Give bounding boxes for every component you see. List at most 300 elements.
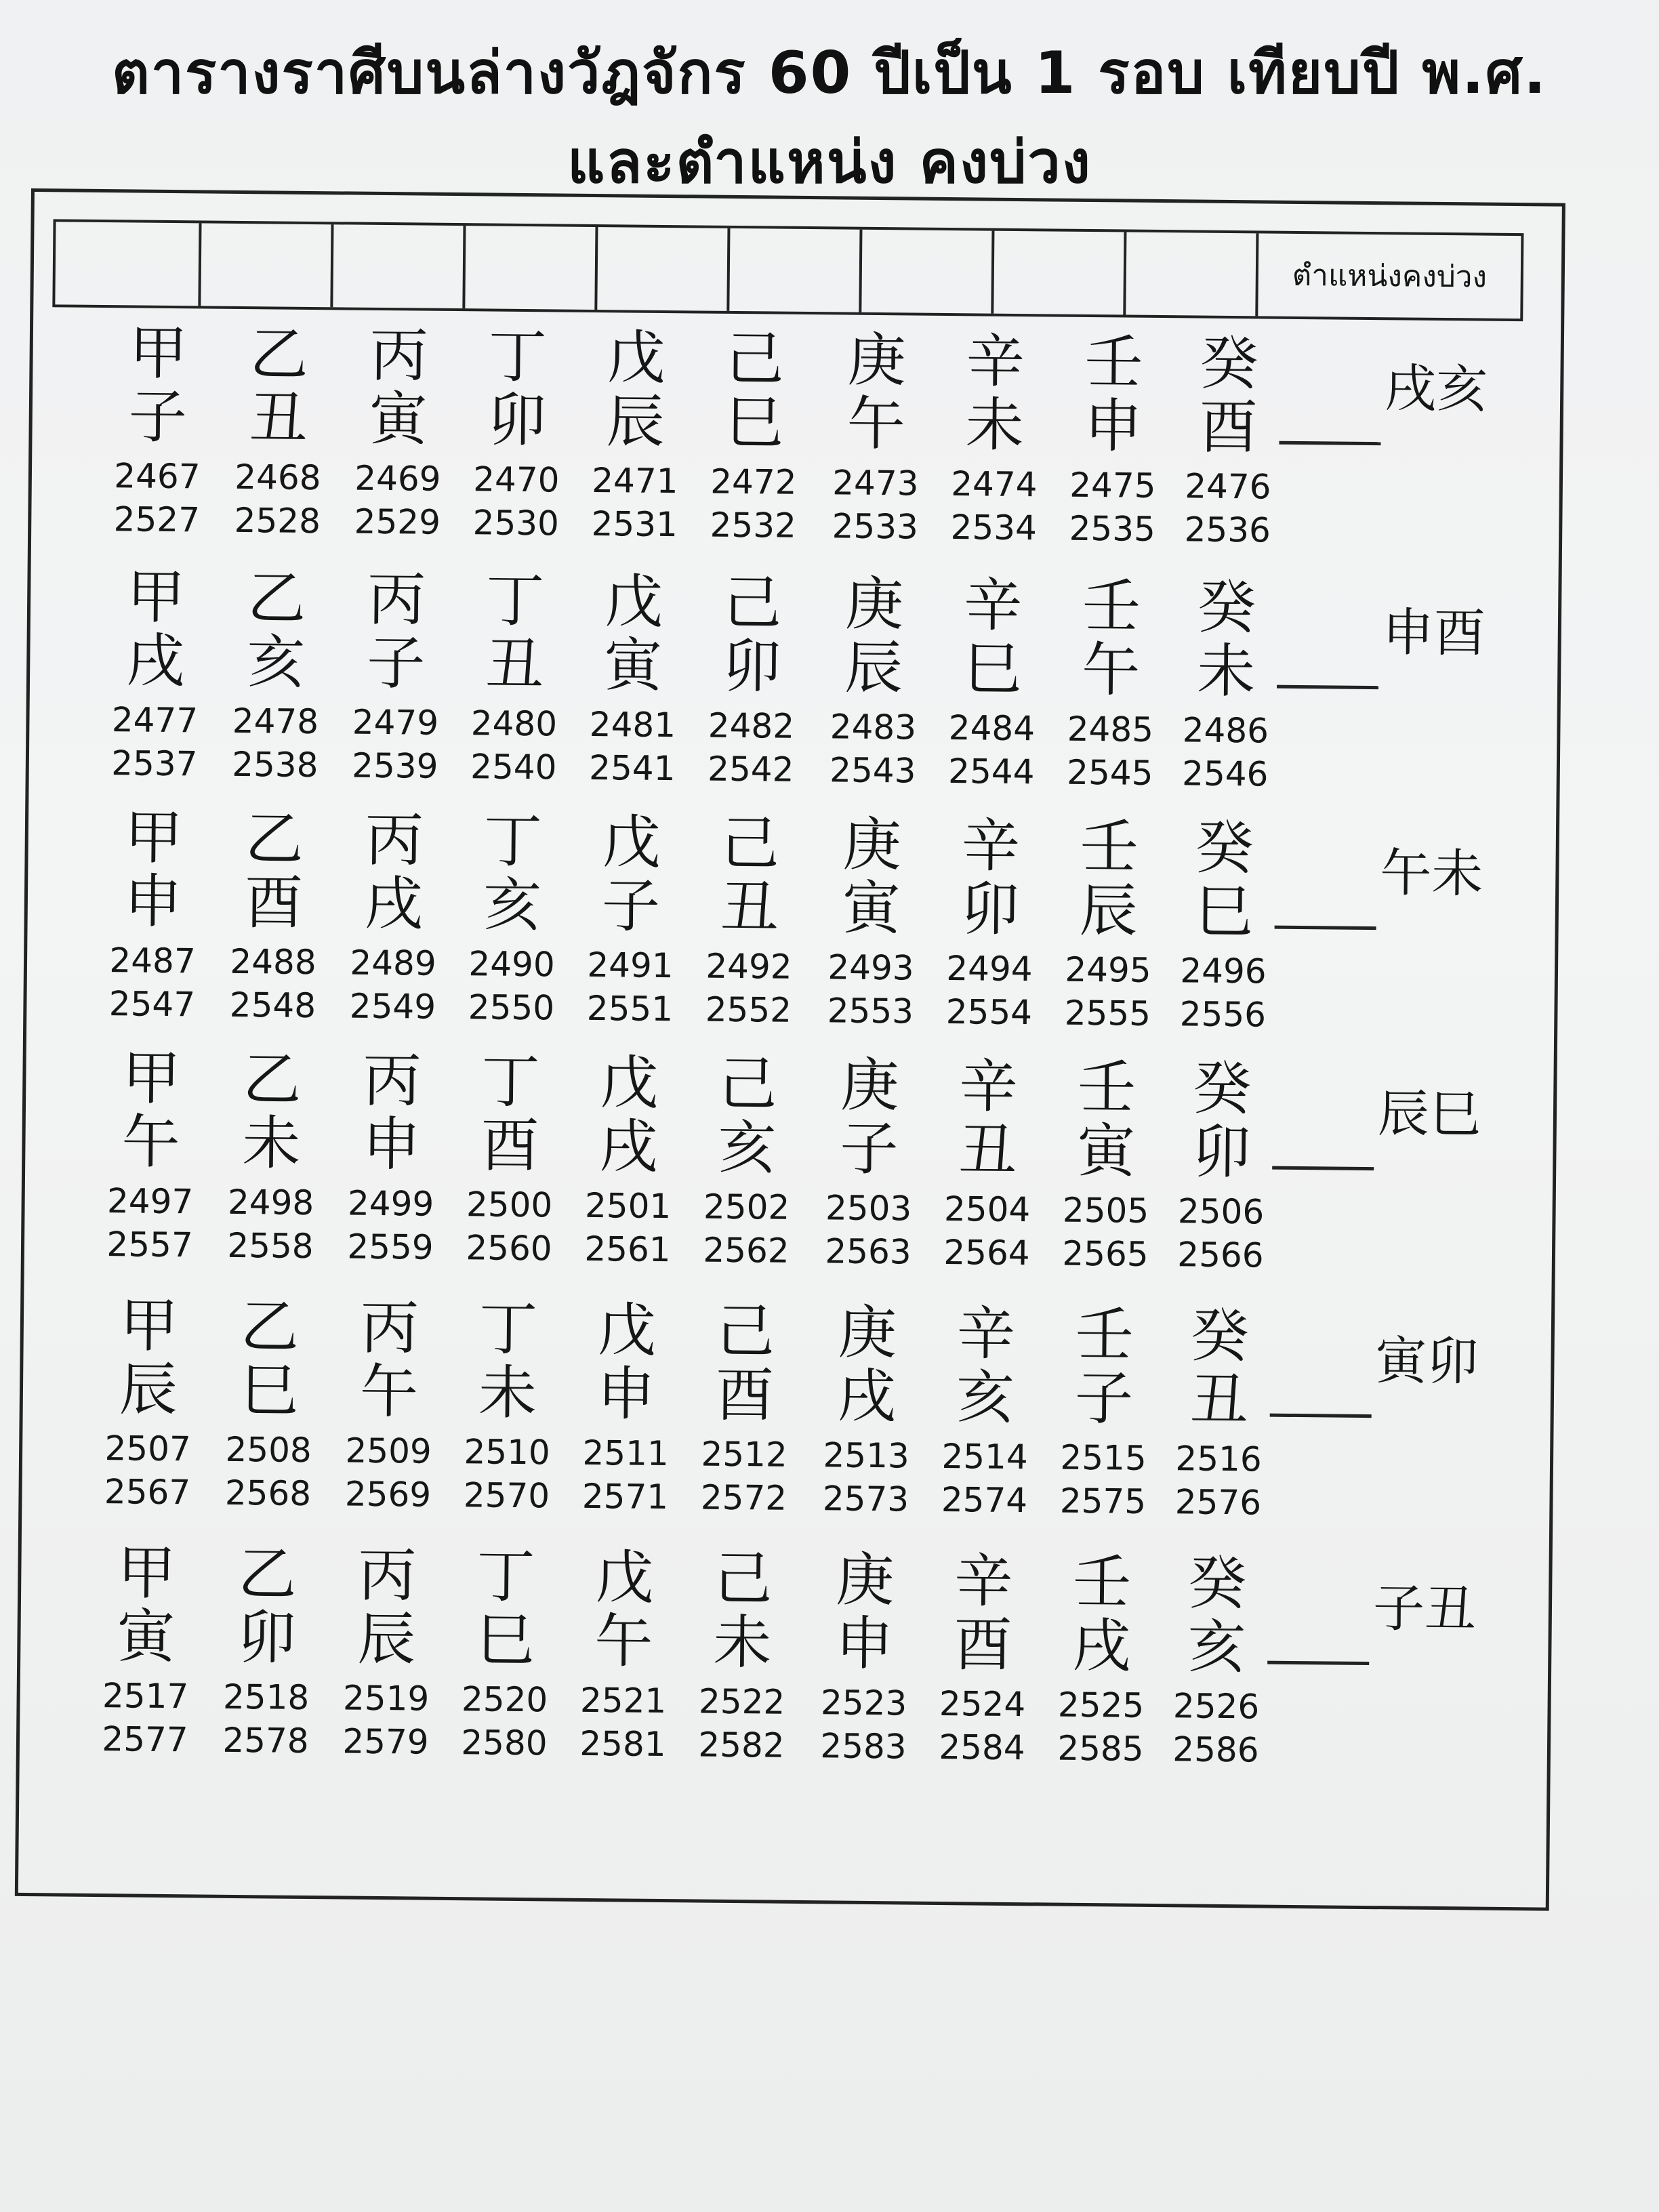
year-cell (453, 809, 571, 1030)
buddhist-year-2: 2560 (466, 1228, 552, 1269)
heavenly-stem: 乙 (247, 565, 306, 633)
year-cell (1054, 328, 1172, 552)
earthly-branch: 戌 (125, 627, 185, 696)
buddhist-year-1: 2470 (473, 459, 560, 500)
buddhist-year-1: 2515 (1060, 1437, 1147, 1478)
heavenly-stem: 甲 (117, 1539, 176, 1608)
year-cell (210, 1295, 327, 1516)
earthly-branch: 丑 (958, 1116, 1017, 1185)
earthly-branch: 午 (1081, 636, 1141, 705)
buddhist-year-1: 2486 (1182, 710, 1269, 751)
buddhist-year-2: 2548 (229, 985, 316, 1026)
earthly-branch: 午 (359, 1357, 419, 1427)
earthly-branch: 亥 (1187, 1613, 1246, 1682)
buddhist-year-2: 2563 (825, 1231, 912, 1272)
buddhist-year-1: 2512 (701, 1434, 788, 1475)
header-cell (201, 223, 333, 307)
buddhist-year-1: 2467 (114, 456, 201, 497)
connector-line (1275, 926, 1376, 930)
buddhist-year-2: 2543 (829, 750, 916, 791)
buddhist-year-2: 2582 (698, 1725, 785, 1765)
year-cell (89, 1294, 207, 1515)
year-cell (340, 323, 457, 544)
earthly-branch: 卯 (722, 632, 781, 701)
heavenly-stem: 己 (716, 1297, 775, 1366)
buddhist-year-1: 2518 (222, 1677, 310, 1718)
year-cell (449, 1297, 566, 1518)
buddhist-year-1: 2481 (589, 704, 676, 745)
earthly-branch: 午 (121, 1108, 180, 1177)
buddhist-year-2: 2541 (588, 747, 676, 789)
buddhist-year-2: 2581 (579, 1723, 666, 1765)
year-cell (693, 571, 811, 792)
heavenly-stem: 丁 (488, 323, 548, 392)
year-cell (570, 1051, 687, 1272)
buddhist-year-1: 2498 (227, 1182, 314, 1223)
buddhist-year-1: 2484 (948, 708, 1036, 749)
buddhist-year-2: 2572 (700, 1477, 787, 1518)
buddhist-year-1: 2521 (579, 1680, 667, 1721)
earthly-branch: 丑 (720, 873, 779, 942)
heavenly-stem: 壬 (1084, 328, 1144, 397)
year-cell (458, 325, 575, 546)
buddhist-year-2: 2573 (822, 1479, 909, 1519)
earthly-branch: 未 (242, 1109, 301, 1178)
earthly-branch: 子 (601, 872, 661, 941)
earthly-branch: 寅 (369, 385, 428, 454)
buddhist-year-1: 2477 (111, 700, 199, 741)
year-cell (815, 572, 933, 793)
kong-buang-position: 申酉 (1382, 602, 1486, 663)
year-cell (931, 814, 1048, 1035)
year-cell (811, 1053, 928, 1274)
buddhist-year-2: 2549 (349, 986, 436, 1027)
earthly-branch: 辰 (1079, 876, 1139, 945)
header-cell (333, 224, 466, 308)
heavenly-stem: 甲 (124, 804, 184, 873)
buddhist-year-2: 2535 (1069, 508, 1156, 549)
buddhist-year-1: 2488 (230, 941, 316, 983)
buddhist-year-1: 2479 (352, 702, 439, 743)
heavenly-stem: 丙 (369, 321, 429, 390)
kong-buang-position: 辰巳 (1377, 1083, 1481, 1145)
earthly-branch: 丑 (1189, 1366, 1249, 1435)
year-cell (817, 328, 935, 549)
year-cell (689, 1052, 806, 1273)
earthly-branch: 亥 (246, 628, 306, 697)
heavenly-stem: 癸 (1187, 1549, 1247, 1618)
heavenly-stem: 丙 (367, 565, 426, 634)
buddhist-year-1: 2473 (832, 463, 919, 504)
earthly-branch: 午 (594, 1607, 653, 1676)
earthly-branch: 戌 (1071, 1612, 1131, 1681)
year-cell (924, 1549, 1042, 1770)
buddhist-year-2: 2571 (581, 1476, 669, 1517)
earthly-branch: 未 (478, 1359, 537, 1428)
heavenly-stem: 辛 (956, 1300, 1016, 1369)
header-cell (994, 231, 1126, 315)
buddhist-year-1: 2523 (820, 1683, 907, 1723)
year-cell (333, 1048, 450, 1269)
earthly-branch: 酉 (715, 1361, 775, 1430)
earthly-branch: 辰 (119, 1355, 178, 1425)
year-cell (936, 329, 1053, 550)
year-cell (215, 807, 332, 1028)
year-cell (330, 1296, 447, 1517)
buddhist-year-2: 2552 (705, 989, 792, 1030)
buddhist-year-2: 2550 (468, 987, 555, 1028)
buddhist-year-1: 2494 (946, 949, 1033, 989)
earthly-branch: 戌 (837, 1362, 897, 1431)
earthly-branch: 丑 (485, 630, 544, 699)
heavenly-stem: 丁 (485, 567, 545, 636)
buddhist-year-1: 2517 (102, 1676, 189, 1717)
year-cell (218, 567, 335, 787)
buddhist-year-1: 2507 (104, 1429, 192, 1469)
earthly-branch: 午 (846, 390, 906, 459)
buddhist-year-2: 2584 (939, 1727, 1025, 1768)
buddhist-year-2: 2531 (591, 504, 678, 545)
buddhist-year-1: 2471 (591, 460, 678, 501)
earthly-branch: 酉 (244, 869, 304, 937)
earthly-branch: 辰 (356, 1605, 416, 1674)
buddhist-year-2: 2539 (351, 745, 438, 786)
year-cell (1052, 572, 1169, 796)
buddhist-year-1: 2495 (1065, 949, 1151, 990)
connector-line (1277, 685, 1378, 689)
header-position-label: ตำแหน่งคงบ่วง (1292, 258, 1488, 295)
earthly-branch: 戌 (598, 1113, 658, 1181)
buddhist-year-2: 2534 (950, 508, 1038, 548)
buddhist-year-1: 2468 (234, 457, 321, 498)
earthly-branch: 申 (1084, 392, 1143, 461)
heavenly-stem: 癸 (1200, 329, 1259, 398)
buddhist-year-1: 2475 (1069, 465, 1156, 506)
earthly-branch: 亥 (956, 1364, 1015, 1433)
year-cell (929, 1054, 1046, 1275)
year-cell (220, 323, 337, 544)
earthly-branch: 未 (965, 391, 1025, 460)
buddhist-year-2: 2583 (820, 1726, 907, 1767)
buddhist-year-1: 2485 (1067, 709, 1154, 750)
earthly-branch: 子 (366, 629, 426, 698)
buddhist-year-2: 2585 (1057, 1728, 1144, 1769)
buddhist-year-2: 2545 (1066, 752, 1153, 793)
year-cell (97, 565, 214, 786)
heavenly-stem: 丙 (357, 1541, 417, 1610)
year-cell (1050, 815, 1167, 1036)
heavenly-stem: 己 (725, 325, 785, 394)
year-cell (934, 573, 1051, 794)
buddhist-year-1: 2508 (225, 1429, 312, 1471)
heavenly-stem: 乙 (242, 1046, 302, 1114)
buddhist-year-1: 2522 (698, 1681, 785, 1722)
buddhist-year-2: 2547 (108, 984, 196, 1025)
heavenly-stem: 辛 (966, 327, 1025, 396)
heavenly-stem: 庚 (835, 1546, 895, 1615)
year-cell (1165, 816, 1282, 1037)
year-cell (577, 326, 694, 547)
heavenly-stem: 甲 (119, 1292, 179, 1361)
year-cell (691, 811, 808, 1032)
buddhist-year-2: 2533 (832, 506, 919, 547)
connector-line (1267, 1661, 1369, 1665)
buddhist-year-2: 2566 (1177, 1235, 1264, 1275)
buddhist-year-1: 2510 (464, 1432, 551, 1473)
earthly-branch: 申 (596, 1360, 656, 1429)
buddhist-year-2: 2559 (347, 1227, 434, 1267)
heavenly-stem: 壬 (1080, 813, 1139, 882)
earthly-branch: 巳 (239, 1357, 299, 1425)
earthly-branch: 申 (123, 867, 183, 937)
heavenly-stem: 丁 (476, 1542, 535, 1612)
year-cell (806, 1548, 923, 1769)
earthly-branch: 巳 (475, 1606, 535, 1675)
buddhist-year-1: 2493 (827, 947, 914, 988)
heavenly-stem: 辛 (963, 571, 1023, 640)
kong-buang-position: 午未 (1379, 842, 1483, 904)
heavenly-stem: 丁 (483, 807, 543, 876)
heavenly-stem: 己 (720, 809, 780, 878)
buddhist-year-2: 2536 (1184, 510, 1271, 550)
kong-buang-position: 戌亥 (1384, 358, 1488, 419)
buddhist-year-2: 2556 (1179, 994, 1267, 1035)
heavenly-stem: 壬 (1082, 572, 1141, 641)
year-cell (447, 1544, 564, 1765)
buddhist-year-1: 2526 (1172, 1686, 1260, 1727)
earthly-branch: 子 (839, 1115, 899, 1184)
buddhist-year-2: 2532 (710, 505, 797, 546)
earthly-branch: 巳 (724, 388, 784, 457)
buddhist-year-1: 2514 (941, 1436, 1028, 1477)
buddhist-year-1: 2480 (470, 703, 558, 744)
buddhist-year-1: 2501 (584, 1185, 672, 1227)
buddhist-year-1: 2482 (708, 705, 795, 746)
buddhist-year-1: 2519 (342, 1678, 430, 1719)
buddhist-year-2: 2576 (1174, 1482, 1262, 1523)
buddhist-year-2: 2538 (231, 744, 319, 785)
heavenly-stem: 壬 (1072, 1548, 1132, 1617)
buddhist-year-2: 2565 (1062, 1233, 1149, 1274)
year-cell (686, 1299, 803, 1520)
earthly-branch: 酉 (953, 1611, 1012, 1679)
buddhist-year-1: 2483 (830, 707, 917, 747)
heavenly-stem: 乙 (240, 1293, 300, 1361)
earthly-branch: 申 (362, 1110, 421, 1179)
buddhist-year-2: 2554 (945, 992, 1033, 1033)
buddhist-year-1: 2505 (1062, 1190, 1149, 1231)
buddhist-year-1: 2499 (347, 1183, 434, 1224)
year-cell (684, 1544, 801, 1767)
earthly-branch: 酉 (480, 1111, 539, 1181)
heavenly-stem: 丙 (362, 1046, 422, 1115)
cycle-row (87, 1541, 1499, 1778)
heavenly-stem: 辛 (961, 812, 1021, 881)
year-cell (565, 1546, 682, 1767)
year-cell (572, 808, 689, 1031)
year-cell (99, 321, 216, 542)
heavenly-stem: 戊 (604, 568, 663, 636)
earthly-branch: 未 (712, 1608, 772, 1677)
year-cell (213, 1048, 330, 1269)
buddhist-year-2: 2529 (354, 501, 441, 542)
buddhist-year-2: 2530 (472, 503, 560, 544)
buddhist-year-2: 2546 (1181, 754, 1269, 794)
year-cell (926, 1302, 1044, 1523)
heavenly-stem: 戊 (607, 324, 666, 392)
buddhist-year-1: 2506 (1177, 1191, 1265, 1232)
heavenly-stem: 庚 (844, 570, 904, 639)
year-cell (335, 808, 452, 1029)
header-cell (861, 230, 994, 314)
header-cell (55, 222, 201, 306)
year-cell (1163, 1054, 1280, 1277)
heavenly-stem: 癸 (1192, 1054, 1252, 1124)
heavenly-stem: 庚 (840, 1051, 899, 1120)
heavenly-stem: 丁 (478, 1295, 538, 1364)
earthly-branch: 酉 (1199, 393, 1258, 462)
heavenly-stem: 甲 (126, 563, 186, 632)
heavenly-stem: 己 (718, 1050, 777, 1119)
earthly-branch: 辰 (606, 388, 665, 456)
heavenly-stem: 戊 (597, 1296, 657, 1365)
buddhist-year-1: 2469 (354, 458, 441, 499)
buddhist-year-1: 2474 (950, 464, 1038, 505)
earthly-branch: 寅 (842, 874, 901, 943)
buddhist-year-1: 2492 (705, 946, 792, 987)
year-cell (1048, 1055, 1165, 1276)
kong-buang-position: 子丑 (1372, 1578, 1477, 1639)
heavenly-stem: 庚 (842, 811, 902, 880)
buddhist-year-1: 2497 (106, 1181, 194, 1222)
connector-line (1279, 441, 1380, 445)
year-cell (94, 806, 211, 1027)
buddhist-year-1: 2502 (703, 1187, 790, 1227)
year-cell (92, 1046, 209, 1267)
earthly-branch: 卯 (487, 386, 547, 455)
heavenly-stem: 辛 (954, 1547, 1013, 1616)
buddhist-year-1: 2496 (1180, 951, 1267, 991)
buddhist-year-2: 2568 (224, 1473, 312, 1514)
earthly-branch: 亥 (483, 871, 542, 940)
earthly-branch: 丑 (249, 384, 308, 453)
year-cell (87, 1541, 205, 1762)
buddhist-year-1: 2490 (468, 944, 555, 985)
page-title: ตารางราศีบนล่างวัฎจักร 60 ปีเป็น 1 รอบ เทียบปี พ.ศ. (112, 39, 1547, 107)
header-cell (729, 228, 862, 312)
buddhist-year-2: 2570 (463, 1475, 550, 1516)
kong-buang-position: 寅卯 (1375, 1330, 1479, 1392)
header-row (52, 219, 1523, 321)
heavenly-stem: 庚 (838, 1298, 897, 1368)
earthly-branch: 寅 (117, 1603, 176, 1672)
buddhist-year-1: 2500 (466, 1185, 553, 1225)
heavenly-stem: 庚 (847, 326, 907, 395)
buddhist-year-2: 2542 (707, 749, 794, 790)
buddhist-year-2: 2551 (586, 988, 674, 1029)
earthly-branch: 亥 (717, 1113, 777, 1183)
heavenly-stem: 甲 (129, 319, 188, 388)
buddhist-year-2: 2557 (106, 1225, 193, 1265)
earthly-branch: 卯 (237, 1604, 296, 1673)
heavenly-stem: 戊 (599, 1049, 659, 1118)
buddhist-year-1: 2478 (232, 701, 319, 742)
heavenly-stem: 辛 (958, 1052, 1018, 1122)
heavenly-stem: 壬 (1075, 1300, 1134, 1370)
earthly-branch: 申 (834, 1610, 894, 1679)
buddhist-year-2: 2553 (827, 991, 914, 1031)
buddhist-year-2: 2558 (227, 1225, 314, 1267)
heavenly-stem: 己 (722, 569, 782, 638)
year-cell (1045, 1300, 1162, 1523)
buddhist-year-1: 2509 (345, 1431, 432, 1471)
buddhist-year-1: 2487 (109, 941, 196, 981)
buddhist-year-2: 2528 (234, 500, 321, 541)
earthly-branch: 寅 (603, 632, 663, 700)
cycle-row (99, 321, 1511, 558)
header-cell (465, 226, 598, 310)
buddhist-year-1: 2491 (587, 945, 674, 986)
cycle-row (96, 565, 1508, 802)
year-cell (567, 1298, 684, 1519)
page-subtitle: และตำแหน่ง คงบ่วง (567, 129, 1092, 197)
year-cell (695, 327, 813, 548)
heavenly-stem: 丙 (360, 1294, 419, 1363)
year-cell (1043, 1550, 1160, 1771)
year-cell (1160, 1304, 1277, 1525)
buddhist-year-1: 2489 (350, 943, 436, 983)
buddhist-year-2: 2575 (1059, 1481, 1147, 1521)
heavenly-stem: 癸 (1195, 814, 1254, 883)
buddhist-year-2: 2574 (941, 1479, 1028, 1521)
year-cell (813, 813, 930, 1033)
buddhist-year-2: 2540 (470, 747, 557, 787)
connector-line (1272, 1166, 1374, 1170)
earthly-branch: 子 (128, 383, 188, 452)
connector-line (1270, 1414, 1372, 1418)
year-cell (337, 567, 455, 788)
buddhist-year-2: 2586 (1172, 1729, 1259, 1770)
heavenly-stem: 癸 (1190, 1302, 1250, 1371)
buddhist-year-1: 2520 (461, 1679, 548, 1720)
buddhist-year-1: 2476 (1184, 466, 1271, 507)
earthly-branch: 辰 (844, 634, 903, 703)
buddhist-year-1: 2525 (1057, 1685, 1145, 1725)
buddhist-year-1: 2513 (823, 1435, 910, 1476)
heavenly-stem: 丁 (480, 1048, 540, 1117)
year-cell (208, 1542, 325, 1763)
header-cell (1126, 232, 1258, 316)
buddhist-year-2: 2580 (461, 1723, 548, 1763)
heavenly-stem: 丙 (365, 806, 424, 875)
header-cell (597, 227, 730, 311)
buddhist-year-2: 2564 (943, 1232, 1030, 1273)
earthly-branch: 寅 (1076, 1117, 1136, 1186)
earthly-branch: 子 (1074, 1364, 1134, 1433)
heavenly-stem: 乙 (245, 805, 304, 874)
buddhist-year-1: 2524 (939, 1683, 1026, 1725)
earthly-branch: 卯 (960, 876, 1020, 945)
heavenly-stem: 戊 (594, 1544, 654, 1612)
buddhist-year-1: 2472 (710, 462, 797, 502)
year-cell (1170, 331, 1287, 552)
earthly-branch: 戌 (364, 869, 424, 939)
heavenly-stem: 乙 (237, 1540, 297, 1609)
buddhist-year-2: 2555 (1064, 993, 1151, 1033)
earthly-branch: 巳 (1194, 878, 1254, 947)
heavenly-stem: 乙 (249, 321, 309, 389)
buddhist-year-2: 2561 (584, 1229, 671, 1270)
